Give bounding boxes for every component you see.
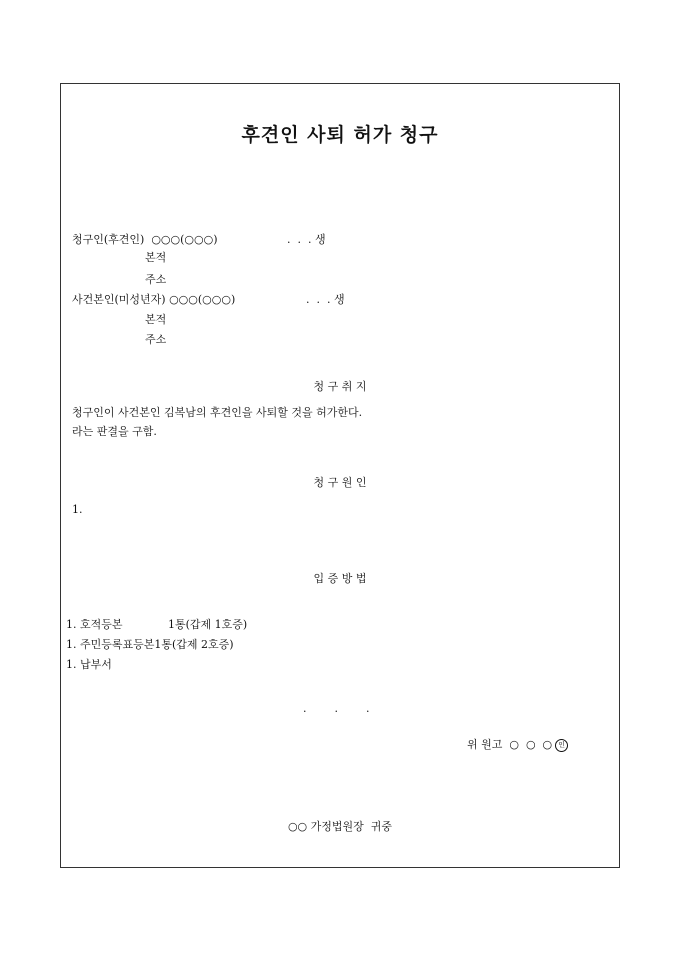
purpose-line-1: 청구인이 사건본인 김복남의 후견인을 사퇴할 것을 허가한다.: [72, 406, 363, 419]
evidence-heading: 입 증 방 법: [313, 572, 367, 585]
signer-line: [467, 738, 568, 752]
petitioner-birth: . . . 생: [287, 233, 326, 246]
evidence-item-1: 1. 호적등본: [66, 618, 123, 631]
evidence-item-2: 1. 주민등록표등본1통(갑제 2호증): [66, 638, 234, 651]
subject-label: 사건본인(미성년자) ○○○(○○○): [72, 293, 236, 306]
petitioner-address-label: 주소: [145, 273, 167, 286]
cause-heading: 청 구 원 인: [313, 476, 367, 489]
evidence-item-1-detail: 1통(갑제 1호증): [168, 618, 248, 631]
cause-item-1: 1.: [72, 503, 83, 516]
subject-birth: . . . 생: [306, 293, 345, 306]
evidence-item-3: 1. 납부서: [66, 658, 112, 671]
seal-mark: 인: [555, 739, 568, 752]
subject-domicile-label: 본적: [145, 313, 167, 326]
subject-address-label: 주소: [145, 333, 167, 346]
petitioner-label: 청구인(후견인) ○○○(○○○): [72, 233, 218, 246]
purpose-heading: 청 구 취 지: [313, 380, 367, 393]
date-line: . . .: [303, 702, 370, 715]
petitioner-domicile-label: 본적: [145, 251, 167, 264]
document-title: 후견인 사퇴 허가 청구: [241, 124, 439, 146]
signer-name: 위 원고 ○ ○ ○: [467, 738, 553, 751]
purpose-line-2: 라는 판결을 구함.: [72, 425, 157, 438]
addressee: ○○ 가정법원장 귀중: [287, 820, 393, 833]
